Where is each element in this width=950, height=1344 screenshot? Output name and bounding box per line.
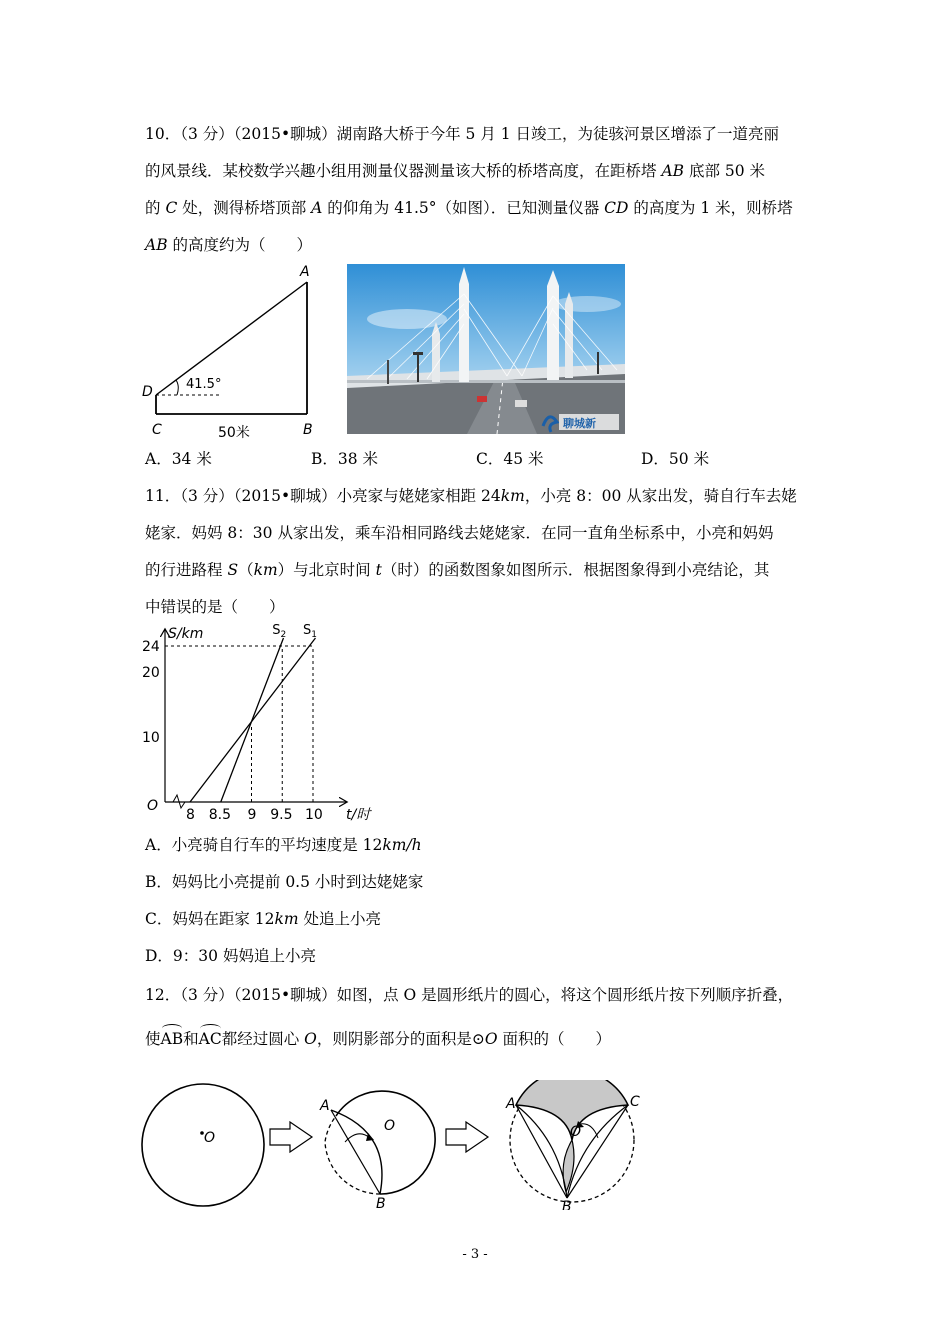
point-D-label: D (142, 384, 153, 400)
series-label-S2: $S_2$ (272, 623, 287, 640)
circle-2-O-label: O (384, 1118, 396, 1134)
q11-line-2: 姥家．妈妈 8：30 从家出发，乘车沿相同路线去姥姥家．在同一直角坐标系中，小亮和妈妈 (145, 524, 774, 542)
x-tick-label-9.5: 9.5 (270, 807, 293, 823)
q12-folding-figure (140, 1080, 660, 1210)
circle-2-solid-arc (336, 1091, 435, 1194)
y-tick-label-24: 24 (142, 639, 160, 655)
circle-3-A-label: A (506, 1096, 516, 1112)
q11-distance-time-chart (140, 620, 390, 830)
point-A-label: A (300, 264, 310, 280)
hollow-arrow-icon (270, 1122, 312, 1152)
series-line-S2 (221, 638, 284, 802)
circle-2-B-label: B (376, 1196, 386, 1210)
circle-1 (142, 1084, 264, 1206)
q10-option-a[interactable]: A．34 米 (145, 450, 212, 468)
q11-line-4: 中错误的是（ ） (145, 598, 285, 616)
q11-option-b[interactable]: B．妈妈比小亮提前 0.5 小时到达姥姥家 (145, 873, 424, 891)
q10-line-3: 的 C 处，测得桥塔顶部 A 的仰角为 41.5°（如图）．已知测量仪器 CD 的高度为 1 米，则桥塔 (145, 199, 793, 217)
q10-option-d[interactable]: D．50 米 (641, 450, 710, 468)
hollow-arrow-icon (446, 1122, 488, 1152)
origin-label: O (147, 798, 159, 814)
q10-triangle-figure (140, 258, 330, 440)
circle-2-A-label: A (320, 1098, 330, 1114)
y-axis-label: S/km (168, 626, 204, 642)
photo-watermark: 聊城新 (563, 417, 596, 430)
q10-line-1: 10．（3 分）（2015•聊城）湖南路大桥于今年 5 月 1 日竣工，为徒骇河景区增添了一道亮丽 (145, 125, 780, 143)
x-tick-label-8: 8 (186, 807, 195, 823)
x-tick-label-10: 10 (305, 807, 323, 823)
angle-label: 41.5° (186, 377, 222, 392)
circle-3-O-label: O (570, 1124, 582, 1140)
page-number: - 3 - (462, 1247, 488, 1262)
circle-3-C-label: C (630, 1094, 640, 1110)
q12-line-1: 12．（3 分）（2015•聊城）如图，点 O 是圆形纸片的圆心，将这个圆形纸片按下列顺序折叠， (145, 986, 794, 1004)
x-axis-label: t/时 (346, 807, 371, 823)
circle-2-dashed-arc (325, 1116, 380, 1194)
circle-3-B-label: B (562, 1199, 572, 1210)
point-B-label: B (303, 422, 313, 438)
q10-line-4: AB 的高度约为（ ） (145, 236, 313, 254)
q11-line-1: 11．（3 分）（2015•聊城）小亮家与姥姥家相距 24km，小亮 8：00 从家出发，骑自行车去姥 (145, 487, 797, 505)
point-C-label: C (152, 422, 162, 438)
q11-option-a[interactable]: A．小亮骑自行车的平均速度是 12km/h (145, 836, 422, 854)
q12-line-2: 使AB和AC都经过圆心 O，则阴影部分的面积是⊙O 面积的（ ） (145, 1030, 611, 1048)
q10-option-b[interactable]: B．38 米 (311, 450, 379, 468)
series-label-S1: $S_1$ (303, 623, 317, 640)
x-tick-label-8.5: 8.5 (208, 807, 232, 823)
x-tick-label-9: 9 (247, 807, 257, 823)
arc-AB: AB (160, 1030, 184, 1048)
y-tick-label-10: 10 (142, 730, 160, 746)
q11-option-d[interactable]: D．9：30 妈妈追上小亮 (145, 947, 316, 965)
q10-line-2: 的风景线．某校数学兴趣小组用测量仪器测量该大桥的桥塔高度，在距桥塔 AB 底部 50 米 (145, 162, 766, 180)
bridge-photo (347, 264, 625, 434)
arc-AC: AC (198, 1030, 222, 1048)
q11-line-3: 的行进路程 S（km）与北京时间 t（时）的函数图象如图所示．根据图象得到小亮结论，其 (145, 561, 770, 579)
q11-option-c[interactable]: C．妈妈在距家 12km 处追上小亮 (145, 910, 382, 928)
q10-option-c[interactable]: C．45 米 (476, 450, 544, 468)
distance-label: 50米 (218, 425, 250, 440)
circle-1-O-label: O (204, 1130, 216, 1146)
y-tick-label-20: 20 (142, 665, 160, 681)
